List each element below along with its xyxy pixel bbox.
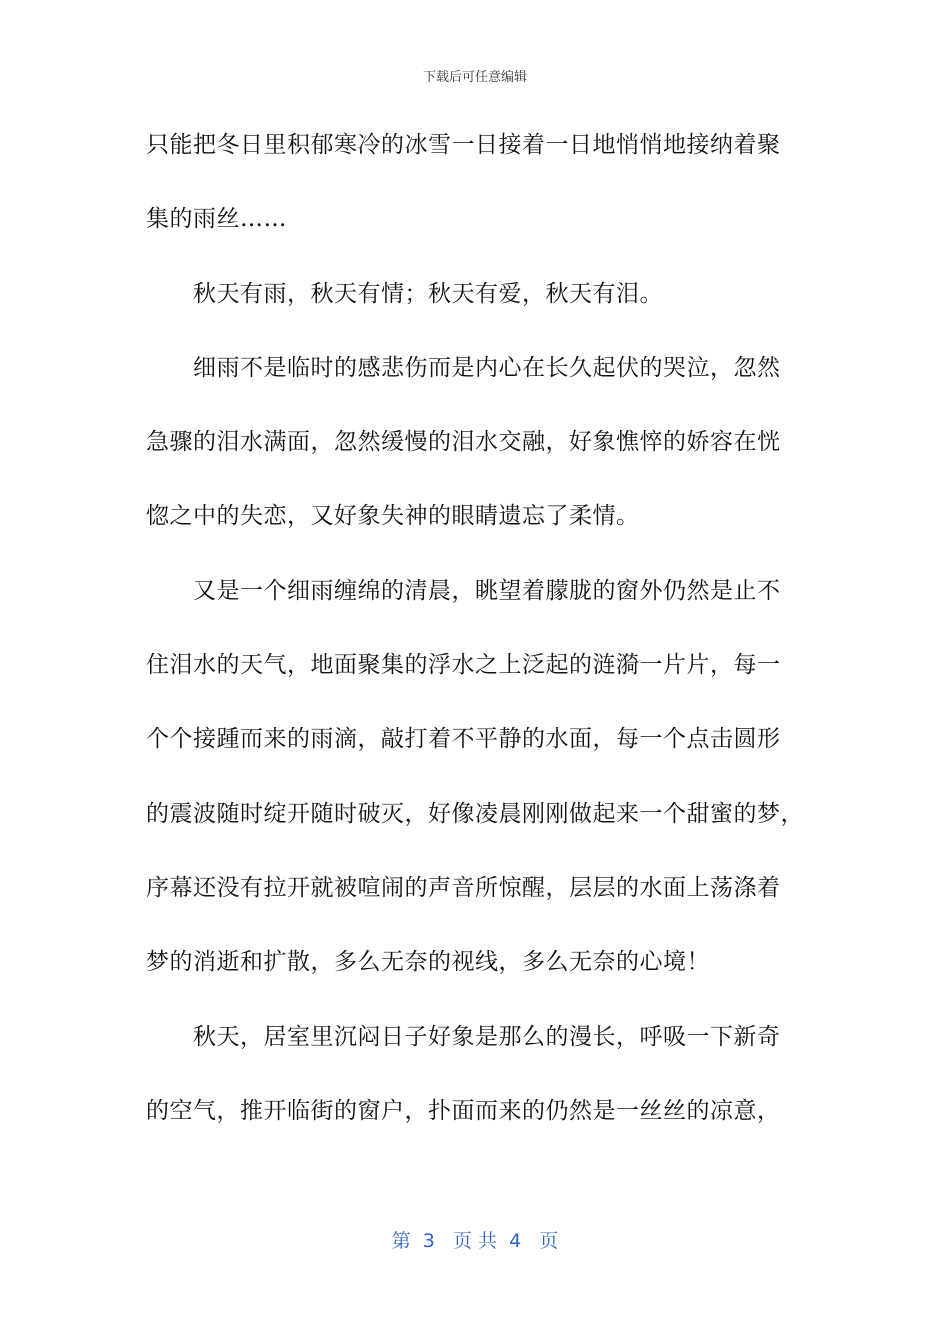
page-header: 下载后可任意编辑 [422,70,527,85]
text-line: 的震波随时绽开随时破灭，好像凌晨刚刚做起来一个甜蜜的梦， [146,800,804,827]
text-line: 急骤的泪水满面，忽然缓慢的泪水交融，好象憔悴的娇容在恍 [146,429,781,456]
paragraph-start: 细雨不是临时的感悲伤而是内心在长久起伏的哭泣，忽然 [193,354,781,381]
paragraph-start: 又是一个细雨缠绵的清晨，眺望着朦胧的窗外仍然是止不 [193,577,781,604]
text-line: 的空气，推开临街的窗户，扑面而来的仍然是一丝丝的凉意， [146,1097,781,1124]
page-footer: 第 3 页 共 4 页 [391,1230,559,1252]
text-line: 梦的消逝和扩散，多么无奈的视线，多么无奈的心境！ [146,949,710,976]
text-line: 序幕还没有拉开就被喧闹的声音所惊醒，层层的水面上荡涤着 [146,874,781,901]
document-body [146,122,806,1162]
paragraph-start: 秋天，居室里沉闷日子好象是那么的漫长，呼吸一下新奇 [193,1023,781,1050]
text-line: 惚之中的失恋，又好象失神的眼睛遗忘了柔情。 [146,503,640,530]
paragraph-start: 秋天有雨，秋天有情；秋天有爱，秋天有泪。 [193,280,663,307]
text-line: 住泪水的天气，地面聚集的浮水之上泛起的涟漪一片片，每一 [146,652,781,679]
text-line: 集的雨丝…… [146,206,287,233]
text-line: 个个接踵而来的雨滴，敲打着不平静的水面，每一个点击圆形 [146,726,781,753]
text-line: 只能把冬日里积郁寒冷的冰雪一日接着一日地悄悄地接纳着聚 [146,132,781,158]
